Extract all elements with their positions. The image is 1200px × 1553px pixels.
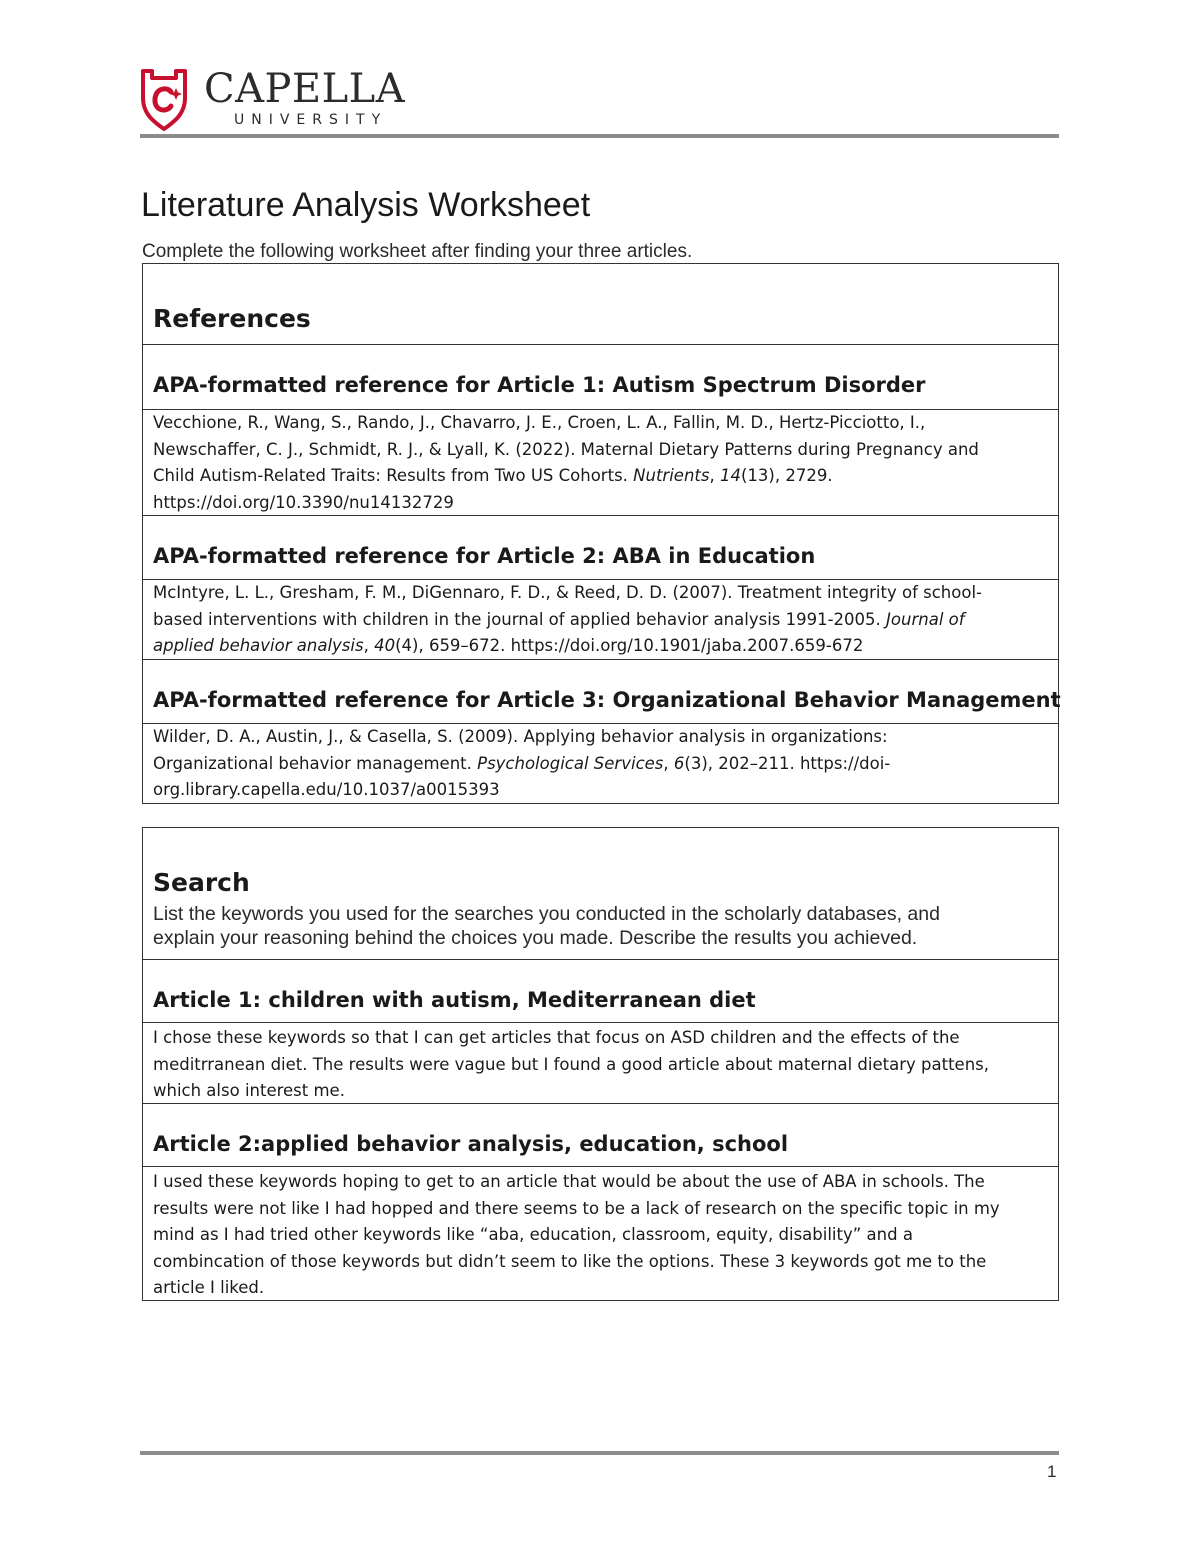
- text-line: I used these keywords hoping to get to an article that would be about the use of ABA in schools. The: [153, 1172, 985, 1191]
- article-2-reference-row: [143, 580, 1058, 660]
- italic-text: applied behavior analysis: [153, 636, 364, 655]
- search-text: [153, 1025, 1050, 1105]
- article-1-reference-row: [143, 410, 1058, 516]
- references-title: References: [153, 304, 311, 333]
- search-title: Search: [153, 868, 250, 897]
- search-article-2-heading-row: [143, 1104, 1058, 1167]
- page-title: Literature Analysis Worksheet: [141, 186, 591, 224]
- italic-text: 14: [719, 466, 741, 485]
- shield-icon: [140, 68, 188, 132]
- article-1-heading-row: [143, 345, 1058, 410]
- article-3-reference-row: [143, 724, 1058, 804]
- search-heading: Article 2:applied behavior analysis, education, school: [153, 1132, 789, 1156]
- reference-line: McIntyre, L. L., Gresham, F. M., DiGennaro, F. D., & Reed, D. D. (2007). Treatment integrity of school-: [153, 583, 982, 602]
- reference-heading: APA-formatted reference for Article 2: ABA in Education: [153, 544, 816, 568]
- reference-line: applied behavior analysis, 40(4), 659–672. https://doi.org/10.1901/jaba.2007.659-672: [153, 636, 864, 655]
- reference-line: Organizational behavior management. Psychological Services, 6(3), 202–211. https://doi-: [153, 753, 891, 773]
- italic-text: Nutrients: [633, 466, 710, 485]
- references-header-row: [143, 264, 1058, 345]
- header-divider: [140, 134, 1059, 138]
- reference-text: [153, 580, 1050, 660]
- reference-line: https://doi.org/10.3390/nu14132729: [153, 492, 454, 512]
- reference-line: based interventions with children in the journal of applied behavior analysis 1991-2005. Journal of: [153, 609, 965, 629]
- capella-logo: [140, 68, 430, 132]
- text-line: which also interest me.: [153, 1081, 345, 1100]
- search-article-1-text-row: [143, 1023, 1058, 1104]
- search-article-1-heading-row: [143, 960, 1058, 1023]
- text-line: article I liked.: [153, 1278, 265, 1297]
- reference-line: Wilder, D. A., Austin, J., & Casella, S. (2009). Applying behavior analysis in organizations:: [153, 727, 888, 746]
- reference-text: [153, 410, 1050, 516]
- search-article-2-text-row: [143, 1167, 1058, 1301]
- university-subtitle: UNIVERSITY: [234, 112, 388, 128]
- page-subtitle: Complete the following worksheet after finding your three articles.: [142, 241, 693, 262]
- italic-text: 6: [673, 753, 685, 773]
- italic-text: 40: [374, 636, 396, 655]
- reference-line: Child Autism-Related Traits: Results from Two US Cohorts. Nutrients, 14(13), 2729.: [153, 466, 833, 485]
- reference-heading: APA-formatted reference for Article 1: Autism Spectrum Disorder: [153, 373, 926, 397]
- reference-heading: APA-formatted reference for Article 3: Organizational Behavior Management: [153, 688, 1061, 712]
- text-line: meditrranean diet. The results were vague but I found a good article about maternal dietary pattens,: [153, 1054, 989, 1074]
- text-line: I chose these keywords so that I can get articles that focus on ASD children and the effects of the: [153, 1028, 960, 1047]
- search-instructions: [153, 902, 1050, 950]
- italic-text: Journal of: [886, 609, 965, 629]
- article-2-heading-row: [143, 516, 1058, 580]
- article-3-heading-row: [143, 660, 1061, 724]
- italic-text: Psychological Services: [477, 753, 664, 773]
- university-name: CAPELLA: [204, 66, 406, 112]
- footer-divider: [140, 1451, 1059, 1455]
- text-line: combincation of those keywords but didn’t seem to like the options. These 3 keywords got me to the: [153, 1251, 987, 1271]
- instruction-line: explain your reasoning behind the choices you made. Describe the results you achieved.: [153, 927, 918, 949]
- reference-line: org.library.capella.edu/10.1037/a0015393: [153, 780, 500, 799]
- reference-text: [153, 724, 1050, 804]
- search-heading: Article 1: children with autism, Mediterranean diet: [153, 988, 756, 1012]
- search-text: [153, 1169, 1050, 1302]
- page-number: 1: [1047, 1462, 1057, 1481]
- references-table: [142, 263, 1059, 804]
- text-line: results were not like I had hopped and there seems to be a lack of research on the specific topic in my: [153, 1198, 1000, 1218]
- search-header-row: [143, 828, 1058, 960]
- reference-line: Newschaffer, C. J., Schmidt, R. J., & Lyall, K. (2022). Maternal Dietary Patterns during Pregnancy and: [153, 439, 979, 459]
- reference-line: Vecchione, R., Wang, S., Rando, J., Chavarro, J. E., Croen, L. A., Fallin, M. D., Hertz-Picciotto, I.,: [153, 413, 926, 432]
- search-table: [142, 827, 1059, 1301]
- text-line: mind as I had tried other keywords like “aba, education, classroom, equity, disability” and a: [153, 1225, 913, 1244]
- instruction-line: List the keywords you used for the searches you conducted in the scholarly databases, and: [153, 903, 940, 925]
